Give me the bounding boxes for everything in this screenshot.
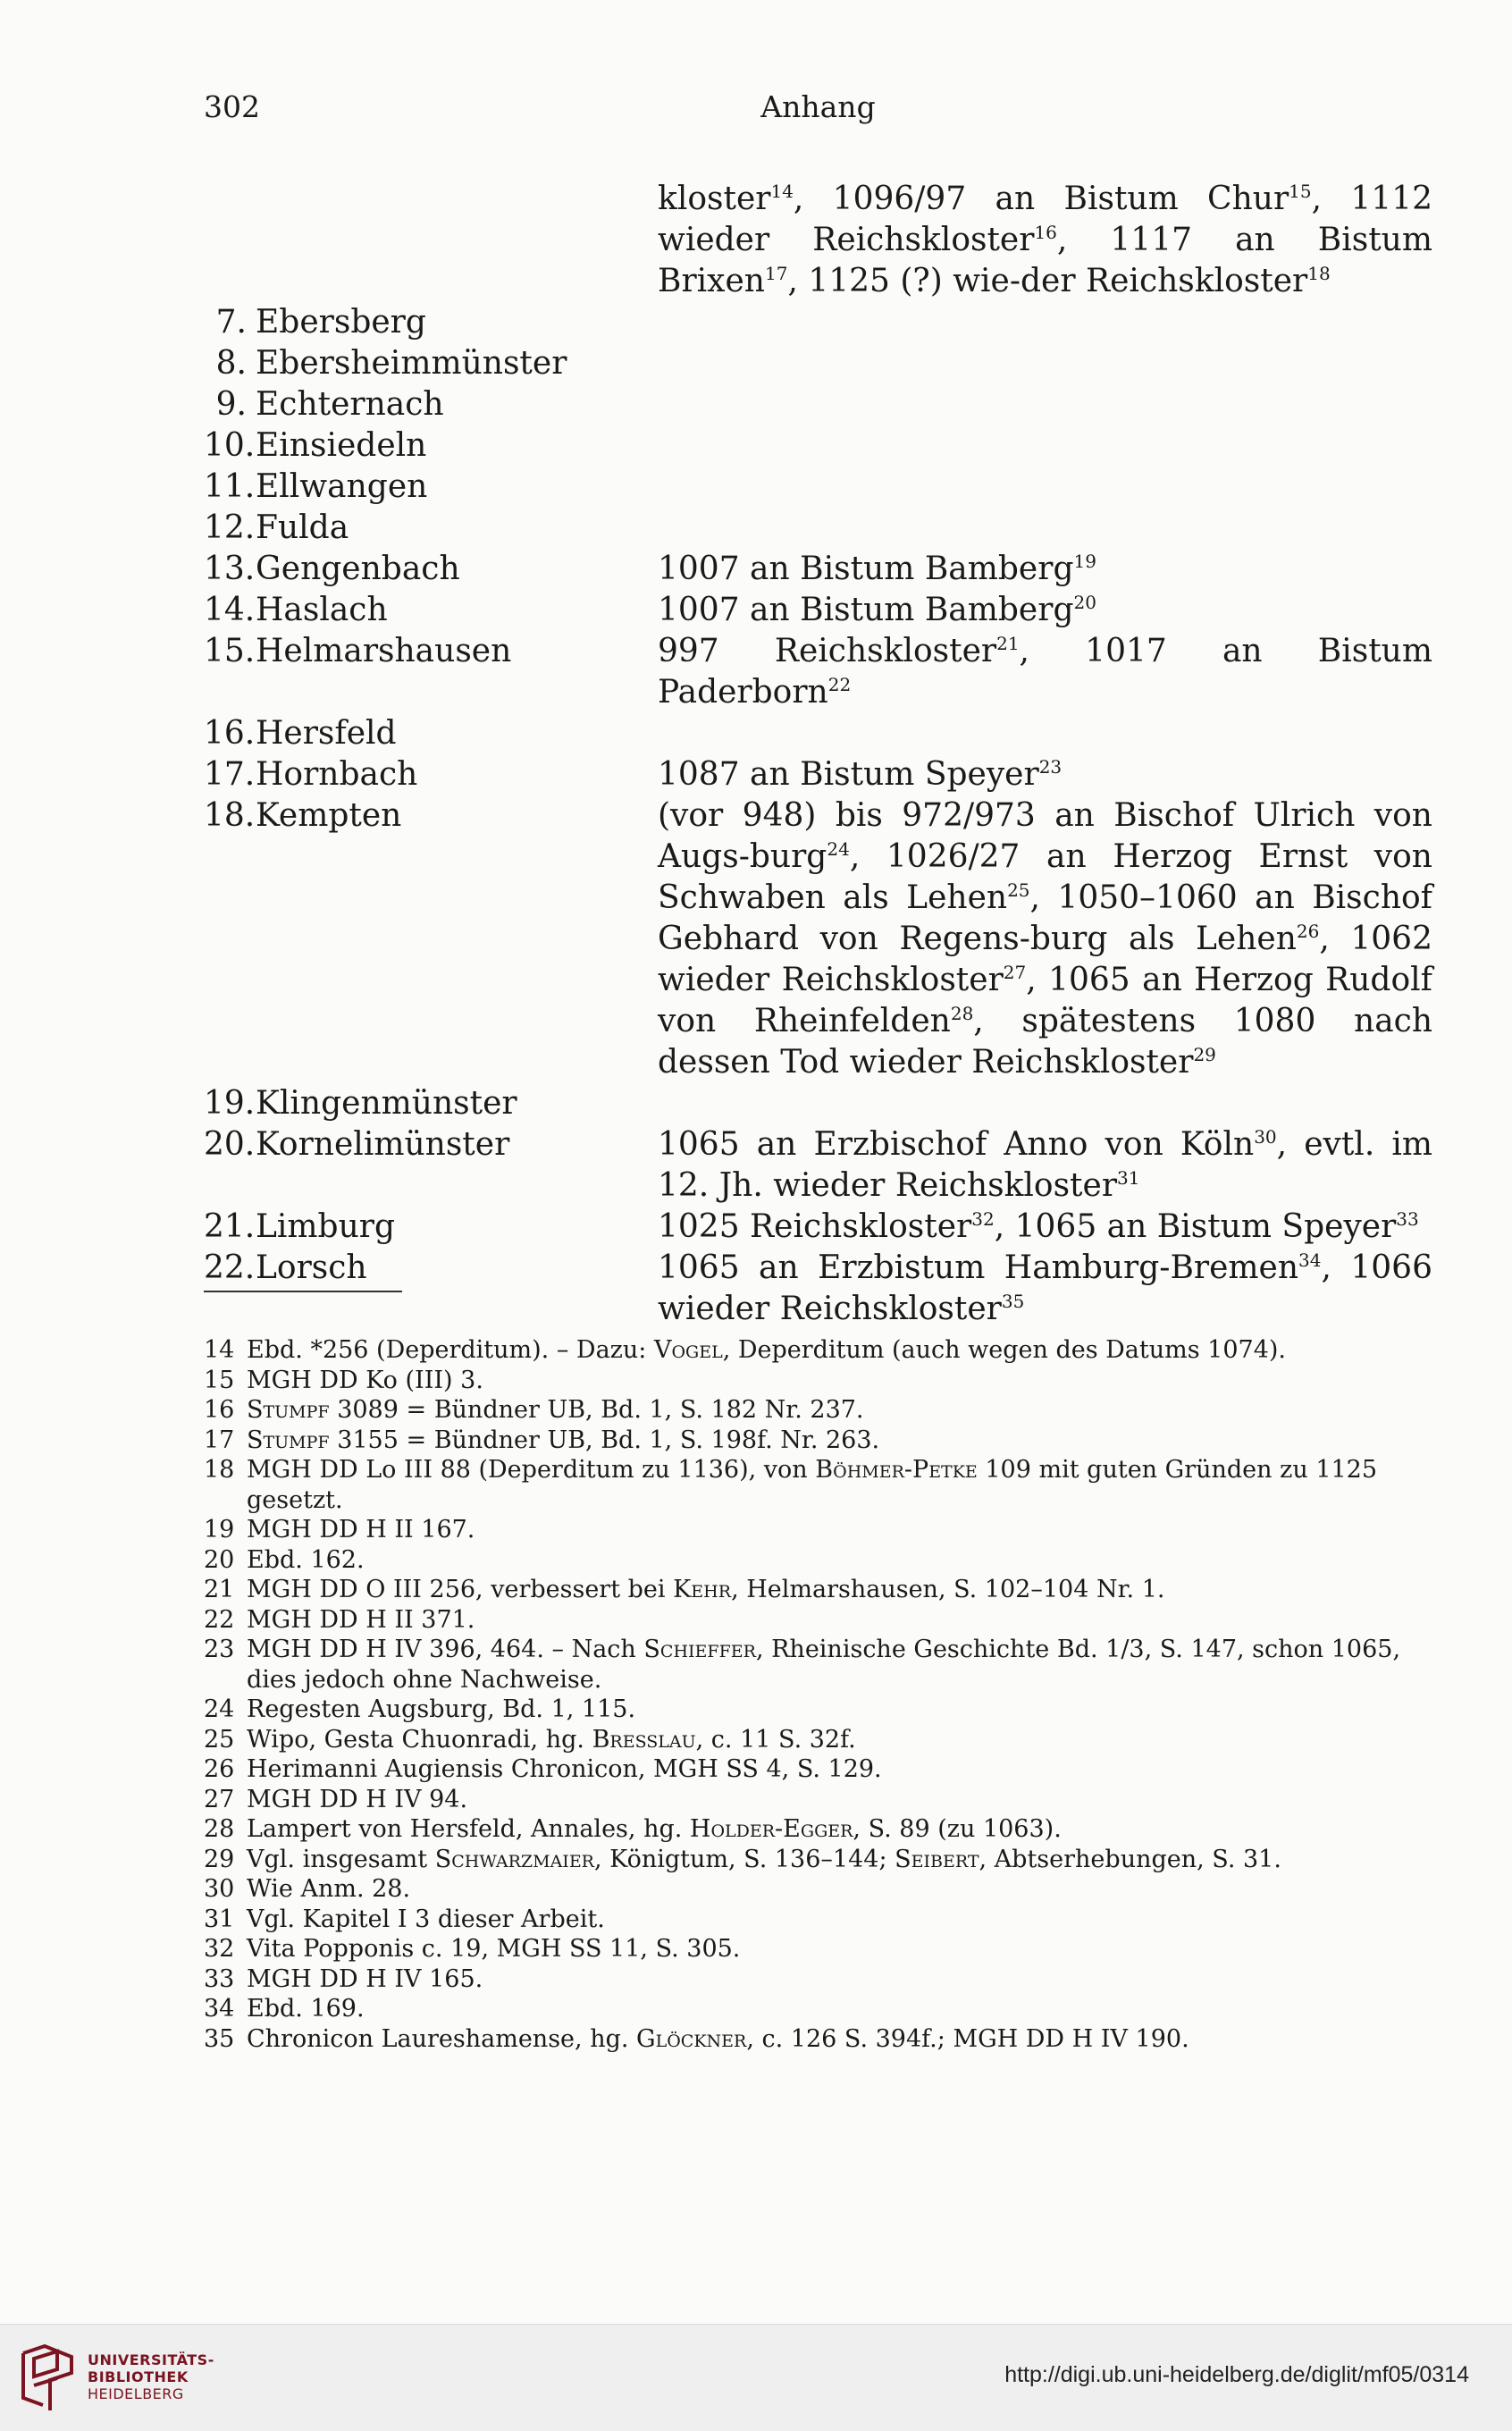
text-run: , 1026/27 an Herzog Ernst von Schwaben als Lehen — [658, 838, 1432, 916]
abbey-row — [204, 1207, 1432, 1248]
text-run: 997 Reichskloster — [658, 633, 997, 669]
logo-line-2: BIBLIOTHEK — [88, 2368, 189, 2385]
abbey-history — [658, 1207, 1432, 1248]
logo-line-3: HEIDELBERG — [88, 2385, 184, 2402]
text-run: , Königtum, S. 136–144; — [594, 1845, 895, 1873]
abbey-list — [204, 179, 1432, 1330]
text-run: 1007 an Bistum Bamberg — [658, 551, 1074, 587]
abbey-row — [204, 343, 1432, 384]
text-run: , 1065 an Bistum Speyer — [994, 1208, 1397, 1245]
footnote-number: 30 — [204, 1875, 235, 1903]
abbey-history — [658, 1124, 1432, 1207]
footnote-number: 18 — [204, 1456, 235, 1484]
author-name: Vogel — [653, 1336, 723, 1364]
abbey-history — [658, 179, 1432, 302]
footnote — [204, 2024, 1437, 2055]
row-number: 18. — [204, 797, 256, 834]
text-run: , 1096/97 an Bistum Chur — [793, 181, 1289, 217]
text-run: , spätestens 1080 nach dessen Tod wieder Reichskloster — [658, 1003, 1432, 1081]
abbey-history — [658, 795, 1432, 1083]
footnote-ref: 19 — [1073, 551, 1096, 572]
footnote-ref: 33 — [1396, 1208, 1419, 1230]
footnote-ref: 31 — [1117, 1167, 1140, 1189]
footnote-ref: 17 — [764, 263, 788, 284]
footnote — [204, 1754, 1437, 1785]
text-run: , S. 89 (zu 1063). — [853, 1815, 1062, 1843]
text-run: Vgl. insgesamt — [247, 1845, 435, 1873]
text-run: MGH DD Ko (III) 3. — [247, 1366, 483, 1394]
abbey-row — [204, 1248, 1432, 1330]
footnote — [204, 1814, 1437, 1845]
author-name: Holder-Egger — [689, 1815, 853, 1843]
page-header — [204, 89, 1432, 134]
abbey-history — [658, 631, 1432, 713]
footnote — [204, 1335, 1437, 1366]
footnote — [204, 1515, 1437, 1545]
abbey-row — [204, 795, 1432, 1083]
abbey-history — [658, 590, 1432, 631]
text-run: , Deperditum (auch wegen des Datums 1074). — [722, 1336, 1287, 1364]
abbey-row — [204, 549, 1432, 590]
row-number: 7. — [215, 304, 247, 341]
author-name: Stumpf — [247, 1426, 330, 1454]
footnote-number: 16 — [204, 1396, 235, 1424]
text-run: (vor 948) bis 972/973 an Bischof Ulrich von Augs-burg — [658, 797, 1432, 875]
text-run: 3155 = Bündner UB, Bd. 1, S. 198f. Nr. 263. — [329, 1426, 880, 1454]
footnote — [204, 1426, 1437, 1456]
abbey-row — [204, 1083, 1432, 1124]
text-run: 1007 an Bistum Bamberg — [658, 592, 1074, 628]
text-run: 3089 = Bündner UB, Bd. 1, S. 182 Nr. 237. — [329, 1396, 864, 1424]
text-run: Herimanni Augiensis Chronicon, MGH SS 4, S. 129. — [247, 1755, 882, 1783]
footnote-ref: 22 — [827, 674, 852, 695]
footnote-ref: 15 — [1289, 181, 1312, 202]
footnote — [204, 1994, 1437, 2024]
abbey-name: Lorsch — [256, 1249, 367, 1286]
author-name: Schieffer — [643, 1636, 756, 1663]
footnote-ref: 25 — [1007, 879, 1030, 901]
footnote-number: 17 — [204, 1426, 235, 1454]
abbey-name: Einsiedeln — [256, 427, 427, 464]
text-run: Wipo, Gesta Chuonradi, hg. — [247, 1725, 592, 1754]
footnote-ref: 23 — [1038, 756, 1063, 778]
footnote-number: 27 — [204, 1785, 235, 1813]
text-run: , 1125 (?) wie-der Reichskloster — [787, 263, 1308, 299]
abbey-row — [204, 590, 1432, 631]
row-number: 20. — [204, 1126, 256, 1163]
abbey-history — [658, 549, 1432, 590]
abbey-name: Haslach — [256, 592, 388, 628]
logo-line-1: UNIVERSITÄTS- — [88, 2351, 214, 2368]
footnote — [204, 1605, 1437, 1636]
row-number: 8. — [215, 345, 247, 382]
author-name: Seibert — [895, 1845, 979, 1873]
text-run: , evtl. im 12. Jh. wieder Reichskloster — [658, 1126, 1433, 1204]
row-number: 12. — [204, 509, 256, 546]
footnote — [204, 1695, 1437, 1725]
abbey-name: Klingenmünster — [256, 1085, 517, 1122]
abbey-name: Gengenbach — [256, 551, 460, 587]
text-run: 1065 an Erzbischof Anno von Köln — [658, 1126, 1255, 1163]
footnote-number: 31 — [204, 1905, 235, 1933]
footnote-number: 28 — [204, 1815, 235, 1843]
abbey-row — [204, 508, 1432, 549]
text-run: , 1017 an Bistum Paderborn — [658, 633, 1432, 711]
permalink-url[interactable]: http://digi.ub.uni-heidelberg.de/diglit/mf05/0314 — [1004, 2362, 1469, 2387]
text-run: Vita Popponis c. 19, MGH SS 11, S. 305. — [247, 1935, 741, 1963]
row-number: 15. — [204, 633, 256, 669]
footnote — [204, 1575, 1437, 1605]
text-run: , Abtserhebungen, S. 31. — [979, 1845, 1281, 1873]
text-run: MGH DD H IV 396, 464. – Nach — [247, 1636, 644, 1663]
footnote — [204, 1934, 1437, 1964]
abbey-row — [204, 1124, 1432, 1207]
text-run: 1087 an Bistum Speyer — [658, 756, 1039, 793]
footnote — [204, 1545, 1437, 1576]
footnote-number: 20 — [204, 1545, 235, 1574]
text-run: Ebd. 169. — [247, 1995, 365, 2023]
abbey-row — [204, 754, 1432, 795]
footnote — [204, 1964, 1437, 1995]
footnote-ref: 34 — [1298, 1249, 1322, 1271]
footnote — [204, 1455, 1437, 1515]
text-run: MGH DD O III 256, verbessert bei — [247, 1576, 674, 1603]
footnote-number: 24 — [204, 1695, 235, 1723]
text-run: MGH DD H II 371. — [247, 1605, 475, 1634]
footnotes — [204, 1335, 1437, 2054]
abbey-name: Helmarshausen — [256, 633, 512, 669]
text-run: MGH DD H IV 94. — [247, 1785, 468, 1813]
abbey-name: Ebersberg — [256, 304, 426, 341]
text-run: kloster — [658, 181, 771, 217]
text-run: Chronicon Laureshamense, hg. — [247, 2024, 637, 2053]
text-run: 1025 Reichskloster — [658, 1208, 972, 1245]
viewer-footer — [0, 2324, 1512, 2431]
footnote-number: 21 — [204, 1576, 235, 1603]
footnote-number: 32 — [204, 1935, 235, 1963]
row-number: 21. — [204, 1208, 256, 1245]
footnote-ref: 29 — [1193, 1044, 1216, 1065]
footnote-separator — [204, 1291, 402, 1292]
text-run: , 1066 wieder Reichskloster — [658, 1249, 1432, 1327]
author-name: Kehr — [673, 1576, 732, 1603]
footnote-ref: 28 — [950, 1003, 974, 1024]
footnote-number: 14 — [204, 1336, 235, 1364]
abbey-row — [204, 302, 1432, 343]
footnote-number: 35 — [204, 2024, 235, 2053]
footnote-number: 33 — [204, 1964, 235, 1993]
library-logo-icon[interactable] — [16, 2343, 79, 2414]
row-number: 13. — [204, 551, 256, 587]
author-name: Glöckner — [636, 2024, 747, 2053]
abbey-name: Echternach — [256, 386, 444, 423]
abbey-row — [204, 631, 1432, 713]
row-number: 17. — [204, 756, 256, 793]
row-number: 19. — [204, 1085, 256, 1122]
text-run: MGH DD H II 167. — [247, 1516, 475, 1544]
abbey-name: Kempten — [256, 797, 402, 834]
row-spacer — [204, 508, 1432, 549]
text-run: Regesten Augsburg, Bd. 1, 115. — [247, 1695, 636, 1723]
text-run: , Helmarshausen, S. 102–104 Nr. 1. — [731, 1576, 1165, 1603]
footnote-number: 34 — [204, 1995, 235, 2023]
text-run: MGH DD H IV 165. — [247, 1964, 483, 1993]
abbey-name: Ebersheimmünster — [256, 345, 567, 382]
author-name: Bresslau — [592, 1725, 696, 1754]
author-name: Böhmer-Petke — [815, 1456, 978, 1484]
footnote-number: 23 — [204, 1636, 235, 1663]
footnote-ref: 32 — [971, 1208, 995, 1230]
footnote — [204, 1905, 1437, 1935]
text-run: , c. 11 S. 32f. — [695, 1725, 856, 1754]
footnote-ref: 27 — [1003, 962, 1027, 983]
text-run: , 1062 wieder Reichskloster — [658, 921, 1432, 998]
footnote-ref: 21 — [996, 633, 1020, 654]
text-run: , 1117 an Bistum Brixen — [658, 222, 1432, 299]
text-run: MGH DD Lo III 88 (Deperditum zu 1136), von — [247, 1456, 816, 1484]
text-run: , c. 126 S. 394f.; MGH DD H IV 190. — [746, 2024, 1189, 2053]
footnote — [204, 1874, 1437, 1905]
text-run: , 1112 wieder Reichskloster — [658, 181, 1432, 258]
abbey-name: Limburg — [256, 1208, 396, 1245]
footnote-number: 19 — [204, 1516, 235, 1544]
abbey-name: Hersfeld — [256, 715, 397, 752]
text-run: Vgl. Kapitel I 3 dieser Arbeit. — [247, 1905, 605, 1933]
footnote-number: 22 — [204, 1605, 235, 1634]
abbey-row — [204, 713, 1432, 754]
footnote-ref: 30 — [1254, 1126, 1277, 1148]
library-logo-text[interactable] — [88, 2351, 214, 2402]
footnote-ref: 14 — [770, 181, 794, 202]
footnote-ref: 20 — [1073, 592, 1096, 613]
footnote-ref: 18 — [1307, 263, 1331, 284]
footnote — [204, 1366, 1437, 1396]
row-number: 9. — [215, 386, 247, 423]
row-number: 10. — [204, 427, 256, 464]
abbey-row — [204, 179, 1432, 302]
footnote-ref: 26 — [1296, 921, 1320, 942]
row-number: 16. — [204, 715, 256, 752]
footnote — [204, 1785, 1437, 1815]
footnote-ref: 16 — [1034, 222, 1057, 243]
footnote-number: 15 — [204, 1366, 235, 1394]
footnote-ref: 24 — [827, 838, 850, 860]
text-run: 109 mit guten Gründen zu 1125 gesetzt. — [247, 1456, 1378, 1514]
abbey-name: Hornbach — [256, 756, 418, 793]
footnote — [204, 1395, 1437, 1426]
text-run: , 1050–1060 an Bischof Gebhard von Regens-burg als Lehen — [658, 879, 1433, 957]
footnote — [204, 1635, 1437, 1695]
running-head: Anhang — [760, 89, 876, 124]
abbey-history — [658, 754, 1432, 795]
page-number: 302 — [204, 89, 260, 124]
author-name: Stumpf — [247, 1396, 330, 1424]
text-run: Ebd. 162. — [247, 1545, 365, 1574]
footnote-number: 29 — [204, 1845, 235, 1873]
abbey-name: Ellwangen — [256, 468, 428, 505]
text-run: , 1065 an Herzog Rudolf von Rheinfelden — [658, 962, 1432, 1039]
author-name: Schwarzmaier — [434, 1845, 594, 1873]
footnote-number: 25 — [204, 1725, 235, 1754]
abbey-row — [204, 384, 1432, 425]
footnote-number: 26 — [204, 1755, 235, 1783]
text-run: Ebd. *256 (Deperditum). – Dazu: — [247, 1336, 654, 1364]
footnote — [204, 1725, 1437, 1755]
row-number: 22. — [204, 1249, 256, 1286]
abbey-name: Kornelimünster — [256, 1126, 510, 1163]
row-number: 11. — [204, 468, 256, 505]
text-run: , Rheinische Geschichte Bd. 1/3, S. 147, schon 1065, dies jedoch ohne Nachweise. — [247, 1636, 1401, 1694]
text-run: Lampert von Hersfeld, Annales, hg. — [247, 1815, 690, 1843]
text-run: 1065 an Erzbistum Hamburg-Bremen — [658, 1249, 1299, 1286]
abbey-name: Fulda — [256, 509, 349, 546]
footnote — [204, 1845, 1437, 1875]
text-run: Wie Anm. 28. — [247, 1875, 411, 1903]
row-number: 14. — [204, 592, 256, 628]
footnote-ref: 35 — [1001, 1291, 1025, 1312]
abbey-row — [204, 467, 1432, 508]
abbey-history — [658, 1248, 1432, 1330]
abbey-row — [204, 425, 1432, 467]
